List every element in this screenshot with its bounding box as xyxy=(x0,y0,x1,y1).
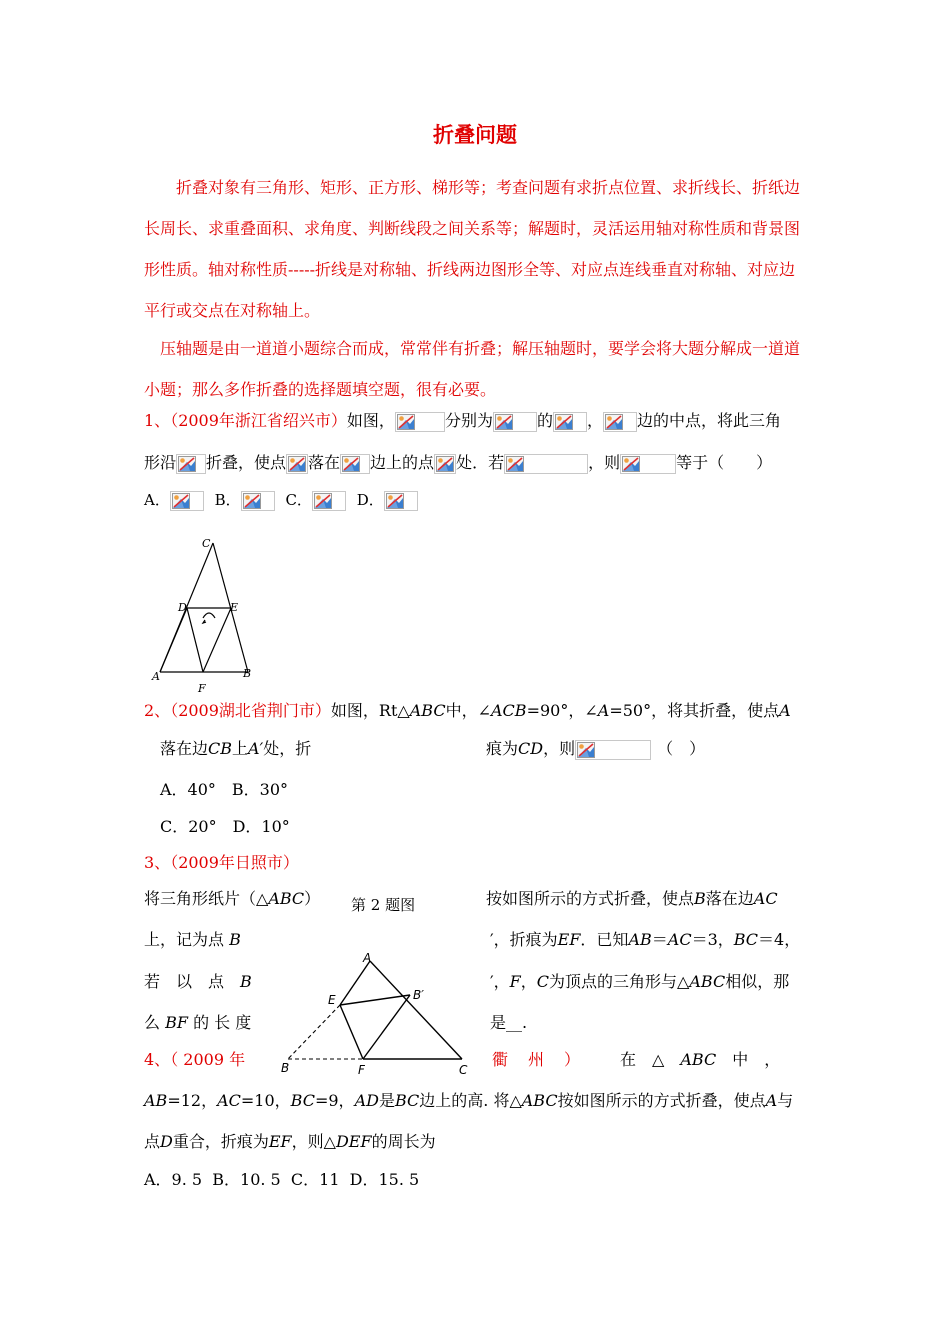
q3-text: ＝4， xyxy=(758,930,801,949)
q3-text: 落在边 xyxy=(705,889,754,908)
q4-text: BC xyxy=(394,1091,420,1110)
q2-line-1 xyxy=(144,701,791,721)
q4-text: 点 xyxy=(144,1132,161,1151)
q3-text: B xyxy=(694,889,706,908)
q2-text: ACB xyxy=(491,701,527,720)
q4-text: ABC xyxy=(680,1050,717,1069)
q2-text: A xyxy=(597,701,610,720)
q3-text: 相似，那 xyxy=(725,972,790,991)
q2-text: ABC xyxy=(409,701,446,720)
q3-text: ABC xyxy=(268,889,305,908)
q3-text: AC xyxy=(753,889,778,908)
q1-figure-label-e: E xyxy=(230,601,239,614)
q2-number: 2、 xyxy=(144,701,171,720)
q1-option-c-label: C． xyxy=(285,491,312,509)
q2-text: 落在边 xyxy=(160,739,209,758)
q3-text: 么 xyxy=(144,1013,161,1032)
q2-source: （2009湖北省荆门市） xyxy=(170,701,331,720)
q3-number: 3、 xyxy=(144,853,171,872)
q2-text: CB xyxy=(208,739,233,758)
image-placeholder-icon xyxy=(176,454,206,474)
q3-text: ．已知 xyxy=(580,930,629,949)
q4-source-1: （ 2009 年 xyxy=(170,1050,246,1069)
q4-line-1-right xyxy=(620,1050,780,1070)
q1-text: 的 xyxy=(536,411,553,430)
q1-figure-label-c: C xyxy=(202,537,211,550)
q2-text: =50°，将其折叠，使点 xyxy=(609,701,780,720)
q1-text: 如图， xyxy=(346,411,395,430)
q4-text: AD xyxy=(354,1091,379,1110)
q4-text: 是 xyxy=(378,1091,395,1110)
q1-text: ， xyxy=(586,411,603,430)
q4-text: 边上的高. 将△ xyxy=(419,1091,522,1110)
image-placeholder-icon xyxy=(395,412,445,432)
q2-text: A xyxy=(779,701,791,720)
q3-line-2-right xyxy=(490,930,800,950)
image-placeholder-icon xyxy=(286,454,308,474)
image-placeholder-icon xyxy=(241,491,275,511)
q3-header xyxy=(144,853,299,873)
image-placeholder-icon xyxy=(312,491,346,511)
q3-text: B xyxy=(229,930,241,949)
q3-line-3-left xyxy=(144,972,252,992)
q3-source: （2009年日照市） xyxy=(170,853,299,872)
q3-text: 上，记为点 xyxy=(144,930,225,949)
q1-figure xyxy=(150,530,260,695)
q4-text: ABC xyxy=(521,1091,558,1110)
q4-text: AC xyxy=(217,1091,241,1110)
q3-line-1-left xyxy=(144,889,320,909)
q4-text: 重合，折痕为 xyxy=(172,1132,269,1151)
q4-options: A．9. 5 B．10. 5 C．11 D．15. 5 xyxy=(144,1170,420,1189)
q3-figure xyxy=(278,948,478,1078)
q4-header-left xyxy=(144,1050,245,1070)
q2-options-1: A．40° B．30° xyxy=(160,780,289,799)
image-placeholder-icon xyxy=(170,491,204,511)
image-placeholder-icon xyxy=(504,454,588,474)
q3-line-1-right xyxy=(486,889,778,909)
q3-figure-label-b-prime: B′ xyxy=(413,988,424,1002)
q1-option-d-label: D． xyxy=(356,491,384,509)
image-placeholder-icon xyxy=(575,740,651,760)
q4-text: BC xyxy=(290,1091,315,1110)
q3-text: ＝3， xyxy=(691,930,734,949)
q4-number: 4、 xyxy=(144,1050,171,1069)
q1-source: （2009年浙江省绍兴市） xyxy=(170,411,347,430)
intro-paragraph-2: 压轴题是由一道道小题综合而成，常常伴有折叠；解压轴题时，要学会将大题分解成一道道小题；那么多作折叠的选择题填空题，很有必要。 xyxy=(144,339,801,399)
intro-paragraph-1: 折叠对象有三角形、矩形、正方形、梯形等；考查问题有求折点位置、求折线长、折纸边长周长、求重叠面积、求角度、判断线段之间关系等；解题时，灵活运用轴对称性质和背景图形性质。轴对称性质-----折线是对称轴、折线两边图形全等、对应点连线垂直对称轴、对应边平行或交点在对称轴上。 xyxy=(144,178,801,320)
q3-text: 若 以 点 xyxy=(144,972,225,991)
q3-text: F xyxy=(509,972,521,991)
q4-text: =9， xyxy=(314,1091,355,1110)
q2-text: 痕为 xyxy=(486,739,519,758)
q1-option-b-label: B． xyxy=(214,491,241,509)
q2-text: =90°，∠ xyxy=(526,701,598,720)
q3-figure-label-e: E xyxy=(328,993,336,1007)
q1-number: 1、 xyxy=(144,411,171,430)
q1-figure-label-d: D xyxy=(178,601,187,614)
q2-text: A′ xyxy=(248,739,264,758)
q4-line-3 xyxy=(144,1132,436,1152)
q3-text: B xyxy=(240,972,252,991)
q3-text: ） xyxy=(304,889,321,908)
q4-text: DEF xyxy=(335,1132,372,1151)
image-placeholder-icon xyxy=(553,412,587,432)
q3-text: AC xyxy=(667,930,692,949)
q1-text: 形沿 xyxy=(144,453,177,472)
image-placeholder-icon xyxy=(434,454,456,474)
q2-line-2-right xyxy=(486,739,705,760)
q4-text: A xyxy=(765,1091,778,1110)
q2-text: 处，折 xyxy=(263,739,312,758)
q4-text: 中 ， xyxy=(732,1050,781,1069)
q3-text: BC xyxy=(733,930,759,949)
q3-line-2-left xyxy=(144,930,241,950)
q3-text: ′，折痕为 xyxy=(490,930,558,949)
q1-figure-label-f: F xyxy=(198,682,206,695)
q2-text: 如图，Rt△ xyxy=(330,701,410,720)
q3-figure-label-c: C xyxy=(459,1063,468,1077)
image-placeholder-icon xyxy=(384,491,418,511)
q1-line-1 xyxy=(144,411,781,432)
q1-text: ，则 xyxy=(588,453,621,472)
q4-source-2: 衢 州 ） xyxy=(492,1050,583,1069)
q3-text: 将三角形纸片（△ xyxy=(144,889,269,908)
q1-text: 处．若 xyxy=(456,453,505,472)
q3-line-4-right: 是__. xyxy=(490,1013,528,1032)
image-placeholder-icon xyxy=(493,412,537,432)
q4-text: 的周长为 xyxy=(371,1132,436,1151)
q4-text: AB xyxy=(144,1091,168,1110)
q1-line-2 xyxy=(144,453,772,474)
q3-figure-label-a: A xyxy=(363,951,372,965)
q2-text: 中，∠ xyxy=(445,701,491,720)
q3-text: BF xyxy=(165,1013,188,1032)
q1-text: 落在 xyxy=(308,453,341,472)
page-title: 折叠问题 xyxy=(433,122,517,147)
q3-text: 按如图所示的方式折叠，使点 xyxy=(486,889,695,908)
q3-text: AB xyxy=(628,930,652,949)
q1-text: 分别为 xyxy=(444,411,493,430)
q3-text: ′， xyxy=(490,972,510,991)
q1-options xyxy=(144,490,418,511)
q3-text: ABC xyxy=(689,972,726,991)
q3-text: C xyxy=(536,972,550,991)
q2-line-2-left xyxy=(160,739,311,759)
q2-text: （ ） xyxy=(657,739,706,758)
q1-option-a-label: A． xyxy=(144,491,170,509)
q4-text: =10， xyxy=(240,1091,291,1110)
q3-text: EF xyxy=(557,930,581,949)
q3-line-4-left xyxy=(144,1013,251,1033)
q1-text: 等于（ ） xyxy=(676,453,773,472)
q2-options-2: C．20° D．10° xyxy=(160,817,290,836)
q2-text: CD xyxy=(518,739,544,758)
q1-text: 折叠，使点 xyxy=(206,453,287,472)
q3-line-3-right xyxy=(490,972,789,992)
q2-text: 上 xyxy=(232,739,249,758)
q3-text: ， xyxy=(520,972,537,991)
q4-text: EF xyxy=(268,1132,292,1151)
image-placeholder-icon xyxy=(620,454,676,474)
image-placeholder-icon xyxy=(603,412,637,432)
q4-text: =12， xyxy=(167,1091,218,1110)
q3-figure-label-f: F xyxy=(358,1063,365,1077)
q4-text: ，则△ xyxy=(291,1132,336,1151)
q2-figure-caption: 第 2 题图 xyxy=(351,896,416,914)
q4-text: 与 xyxy=(777,1091,794,1110)
q4-text: 在 △ xyxy=(620,1050,665,1069)
q4-text: D xyxy=(160,1132,173,1151)
q3-figure-label-b: B xyxy=(281,1061,290,1075)
q1-figure-label-a: A xyxy=(152,670,160,683)
image-placeholder-icon xyxy=(340,454,370,474)
q1-figure-label-b: B xyxy=(243,667,252,680)
q1-text: 边的中点，将此三角 xyxy=(636,411,781,430)
q4-text: 按如图所示的方式折叠，使点 xyxy=(557,1091,766,1110)
q3-text: 的 长 度 xyxy=(193,1013,252,1032)
q2-text: ，则 xyxy=(543,739,576,758)
q3-text: ＝ xyxy=(651,930,668,949)
q1-text: 边上的点 xyxy=(370,453,435,472)
q3-text: 为顶点的三角形与△ xyxy=(549,972,690,991)
q4-line-2 xyxy=(144,1091,793,1111)
